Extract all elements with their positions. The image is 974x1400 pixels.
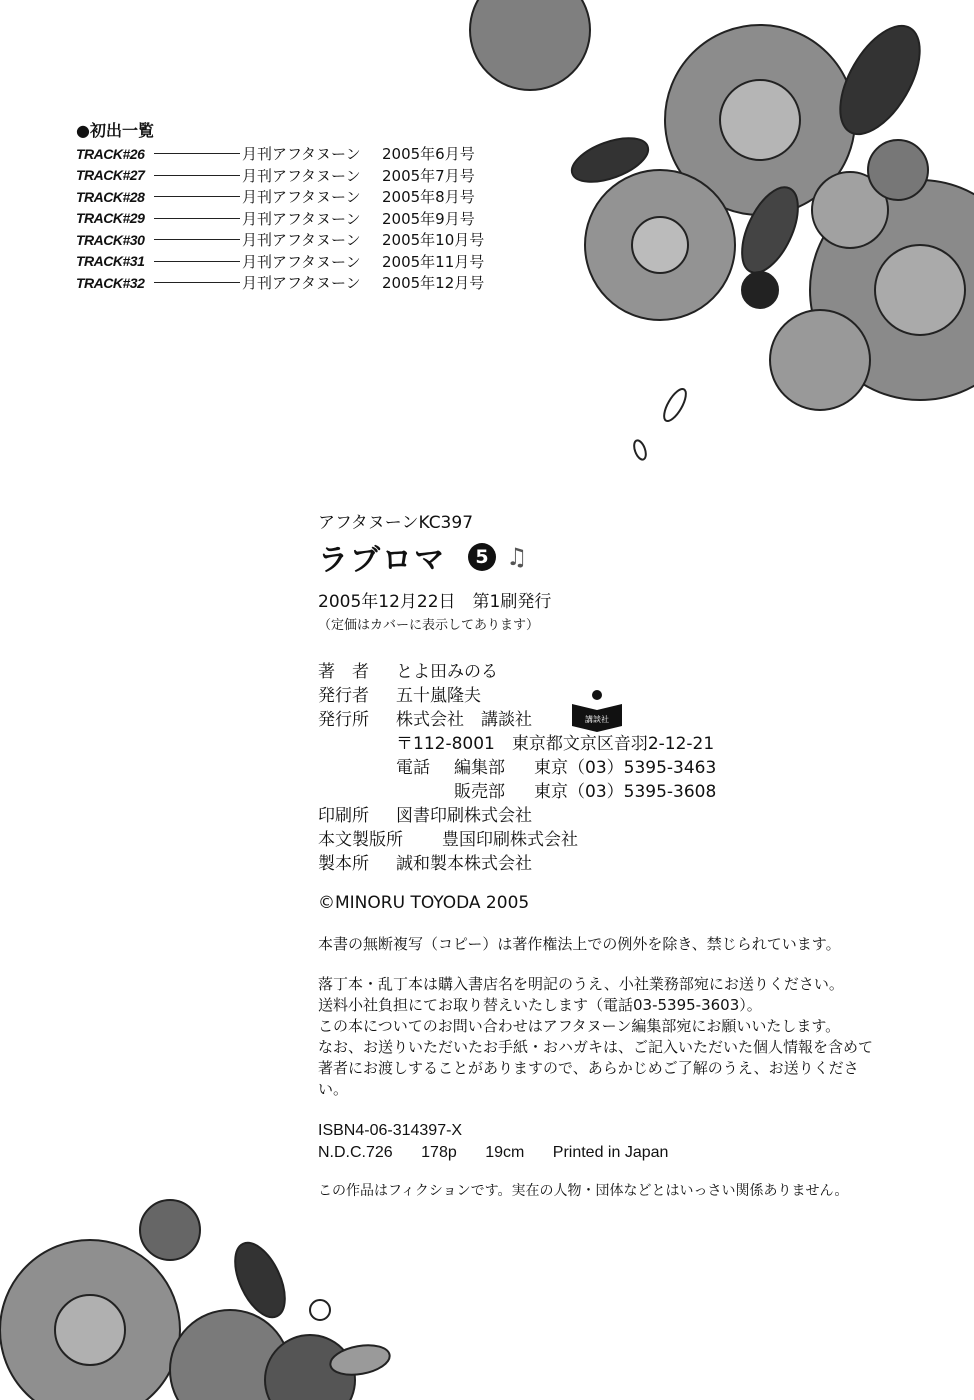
list-item (76, 229, 496, 251)
first-appearance-list (76, 118, 496, 294)
office-line (318, 705, 878, 729)
price-note: （定価はカバーに表示してあります） (318, 618, 540, 633)
text-printer-label: 本文製版所 (318, 830, 403, 850)
sales-dept: 販売部 (454, 782, 505, 802)
track-number: TRACK#26 (76, 145, 145, 162)
book-title: ラブロマ (318, 543, 446, 578)
edit-dept: 編集部 (454, 758, 505, 778)
printer-label: 印刷所 (318, 806, 369, 826)
magazine-name: 月刊アフタヌーン (242, 209, 361, 228)
ndc-code: N.D.C.726 (318, 1144, 393, 1161)
text-printer-name: 豊国印刷株式会社 (442, 830, 578, 850)
issue-date: 2005年9月号 (382, 209, 475, 228)
music-note-icon: ♫ (506, 543, 528, 571)
return-notice (318, 974, 878, 1100)
series-label: アフタヌーンKC397 (318, 513, 474, 533)
leader-line (154, 153, 240, 154)
list-item (76, 165, 496, 187)
issue-date: 2005年10月号 (382, 231, 485, 250)
book-size: 19cm (485, 1144, 525, 1161)
issue-date: 2005年12月号 (382, 274, 485, 293)
leader-line (154, 239, 240, 240)
track-number: TRACK#31 (76, 253, 145, 270)
address-line: 〒112-8001 東京都文京区音羽2-12-21 (396, 734, 715, 754)
leader-line (154, 282, 240, 283)
sales-phone-line (454, 777, 878, 801)
track-number: TRACK#29 (76, 210, 145, 227)
leader-line (154, 196, 240, 197)
notice-line: 送料小社負担にてお取り替えいたします（電話03-5395-3603）。 (318, 996, 762, 1014)
edit-phone: 東京（03）5395-3463 (534, 758, 717, 778)
magazine-name: 月刊アフタヌーン (242, 145, 361, 164)
publisher-label: 発行者 (318, 686, 369, 706)
publication-date: 2005年12月22日 第1刷発行 (318, 592, 552, 612)
notice-line: この本についてのお問い合わせはアフタヌーン編集部宛にお願いいたします。 (318, 1017, 841, 1035)
copyright: ©MINORU TOYODA 2005 (318, 893, 530, 913)
sales-phone: 東京（03）5395-3608 (534, 782, 717, 802)
list-item (76, 208, 496, 230)
leader-line (154, 175, 240, 176)
issue-date: 2005年7月号 (382, 166, 475, 185)
publisher-line (318, 681, 878, 705)
list-item (76, 143, 496, 165)
isbn: ISBN4-06-314397-X (318, 1122, 463, 1139)
edit-phone-line (396, 753, 878, 777)
notice-line: なお、お送りいただいたお手紙・おハガキは、ご記入いただいた個人情報を含めて (318, 1038, 874, 1056)
leader-line (154, 261, 240, 262)
magazine-name: 月刊アフタヌーン (242, 188, 361, 207)
author-name: とよ田みのる (396, 662, 498, 682)
track-number: TRACK#32 (76, 274, 145, 291)
title-row (318, 535, 878, 579)
magazine-name: 月刊アフタヌーン (242, 166, 361, 185)
printer-line (318, 801, 878, 825)
binder-label: 製本所 (318, 854, 369, 874)
list-item (76, 272, 496, 294)
track-number: TRACK#28 (76, 188, 145, 205)
publisher-name: 五十嵐隆夫 (396, 686, 481, 706)
first-appearance-heading: ●初出一覧 (76, 121, 154, 140)
office-label: 発行所 (318, 710, 369, 730)
magazine-name: 月刊アフタヌーン (242, 252, 361, 271)
ndc-line (318, 1142, 878, 1164)
author-label: 著 者 (318, 662, 369, 682)
list-item (76, 186, 496, 208)
author-line (318, 657, 878, 681)
page-count: 178p (421, 1144, 457, 1161)
publication-info (318, 657, 878, 873)
list-item (76, 251, 496, 273)
phone-label: 電話 (396, 758, 430, 778)
notice-line: 落丁本・乱丁本は購入書店名を明記のうえ、小社業務部宛にお送りください。 (318, 975, 844, 993)
volume-badge: 5 (468, 543, 496, 571)
flower-illustration-bottom (0, 1170, 440, 1400)
publisher-logo-text: 講談社 (585, 715, 609, 724)
legal-notice: 本書の無断複写（コピー）は著作権法上での例外を除き、禁じられています。 (318, 935, 841, 953)
magazine-name: 月刊アフタヌーン (242, 274, 361, 293)
leader-line (154, 218, 240, 219)
colophon (318, 508, 878, 1200)
text-printer-line (318, 825, 878, 849)
track-number: TRACK#27 (76, 167, 145, 184)
printer-name: 図書印刷株式会社 (396, 806, 532, 826)
office-name: 株式会社 講談社 (396, 710, 532, 730)
binder-line (318, 849, 878, 873)
issue-date: 2005年8月号 (382, 188, 475, 207)
track-number: TRACK#30 (76, 231, 145, 248)
issue-date: 2005年6月号 (382, 145, 475, 164)
isbn-block (318, 1120, 878, 1164)
printed-in: Printed in Japan (552, 1144, 669, 1161)
magazine-name: 月刊アフタヌーン (242, 231, 361, 250)
issue-date: 2005年11月号 (382, 252, 485, 271)
binder-name: 誠和製本株式会社 (396, 854, 532, 874)
notice-line: 著者にお渡しすることがありますので、あらかじめご了解のうえ、お送りください。 (318, 1059, 859, 1098)
fiction-disclaimer: この作品はフィクションです。実在の人物・団体などとはいっさい関係ありません。 (318, 1183, 849, 1199)
